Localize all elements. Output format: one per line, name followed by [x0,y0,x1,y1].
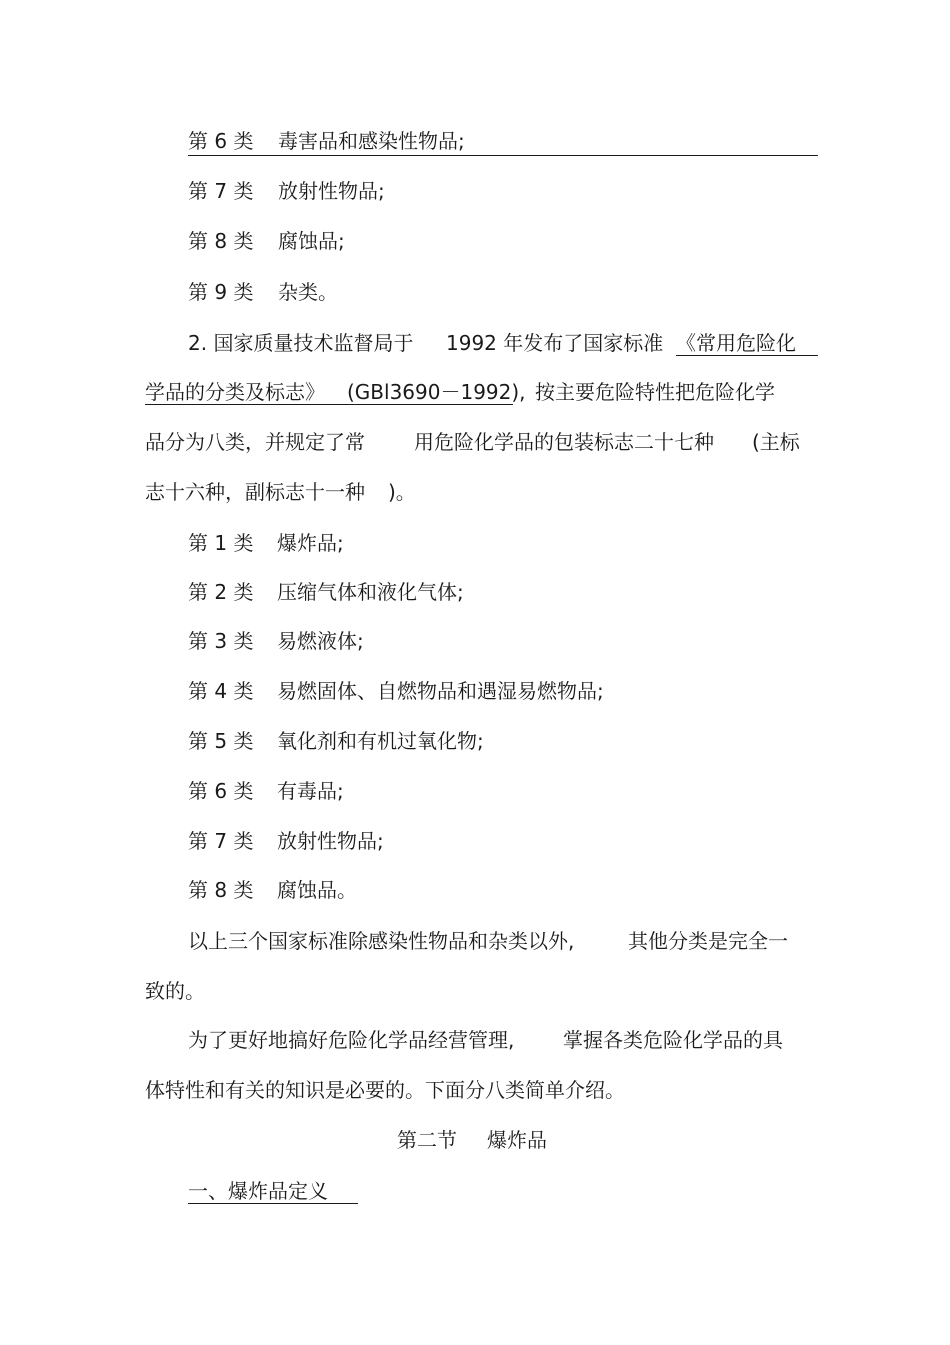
paragraph-line: 致的。 [145,979,205,1003]
paragraph-line: 志十六种，副标志十一种 [145,480,365,504]
class-text: 毒害品和感染性物品; [278,129,465,153]
paragraph-line: (主标 [752,430,800,454]
class-label: 第 9 类 [188,280,254,304]
class-label: 第 5 类 [188,729,254,753]
standard-title-part: 《常用危险化 [676,331,796,355]
underline-rule [188,155,818,156]
class-label: 第 2 类 [188,580,254,604]
paragraph-line [188,330,664,356]
class-label: 第 6 类 [188,779,254,803]
class-label: 第 8 类 [188,878,254,902]
list-item [188,628,364,654]
class-label: 第 6 类 [188,129,254,153]
standard-code: (GBl3690－1992), [347,380,526,404]
class-text: 易燃液体; [277,629,364,653]
class-text: 放射性物品; [278,179,385,203]
class-text: 有毒品; [277,779,344,803]
paragraph-line: 其他分类是完全一 [628,929,788,953]
text-run: 2. 国家质量技术监督局于 [188,331,414,355]
class-label: 第 7 类 [188,179,254,203]
class-text: 杂类。 [278,280,338,304]
paragraph-line: )。 [388,480,416,504]
subheading: 一、爆炸品定义 [188,1179,328,1203]
underline-rule [676,355,818,356]
list-item [188,279,338,305]
class-text: 放射性物品; [277,829,384,853]
list-item [188,728,484,754]
class-text: 腐蚀品; [278,229,345,253]
class-label: 第 1 类 [188,531,254,555]
section-heading: 爆炸品 [487,1128,547,1152]
paragraph-line: 掌握各类危险化学品的具 [563,1028,783,1052]
class-label: 第 7 类 [188,829,254,853]
list-item [188,228,345,254]
paragraph-line: 品分为八类，并规定了常 [145,430,365,454]
underline-rule [188,1203,358,1204]
class-text: 腐蚀品。 [277,878,357,902]
paragraph-line: 用危险化学品的包装标志二十七种 [414,430,714,454]
list-item [188,128,465,154]
paragraph-line: 为了更好地搞好危险化学品经营管理, [188,1028,515,1052]
list-item [188,778,344,804]
class-text: 压缩气体和液化气体; [277,580,464,604]
list-item [188,178,385,204]
class-text: 易燃固体、自燃物品和遇湿易燃物品; [277,679,604,703]
paragraph-line: 体特性和有关的知识是必要的。下面分八类简单介绍。 [145,1078,625,1102]
text-run: 1992 年发布了国家标准 [446,331,664,355]
class-label: 第 3 类 [188,629,254,653]
list-item [188,877,357,903]
list-item [188,579,464,605]
paragraph-line: 以上三个国家标准除感染性物品和杂类以外, [188,929,575,953]
list-item [188,678,604,704]
class-text: 氧化剂和有机过氧化物; [277,729,484,753]
list-item [188,828,384,854]
section-heading: 第二节 [397,1128,457,1152]
list-item [188,530,344,556]
paragraph-line: 按主要危险特性把危险化学 [535,380,775,404]
class-label: 第 4 类 [188,679,254,703]
class-label: 第 8 类 [188,229,254,253]
underline-rule [145,404,513,405]
class-text: 爆炸品; [277,531,344,555]
standard-title-part: 学品的分类及标志》 [145,380,325,404]
